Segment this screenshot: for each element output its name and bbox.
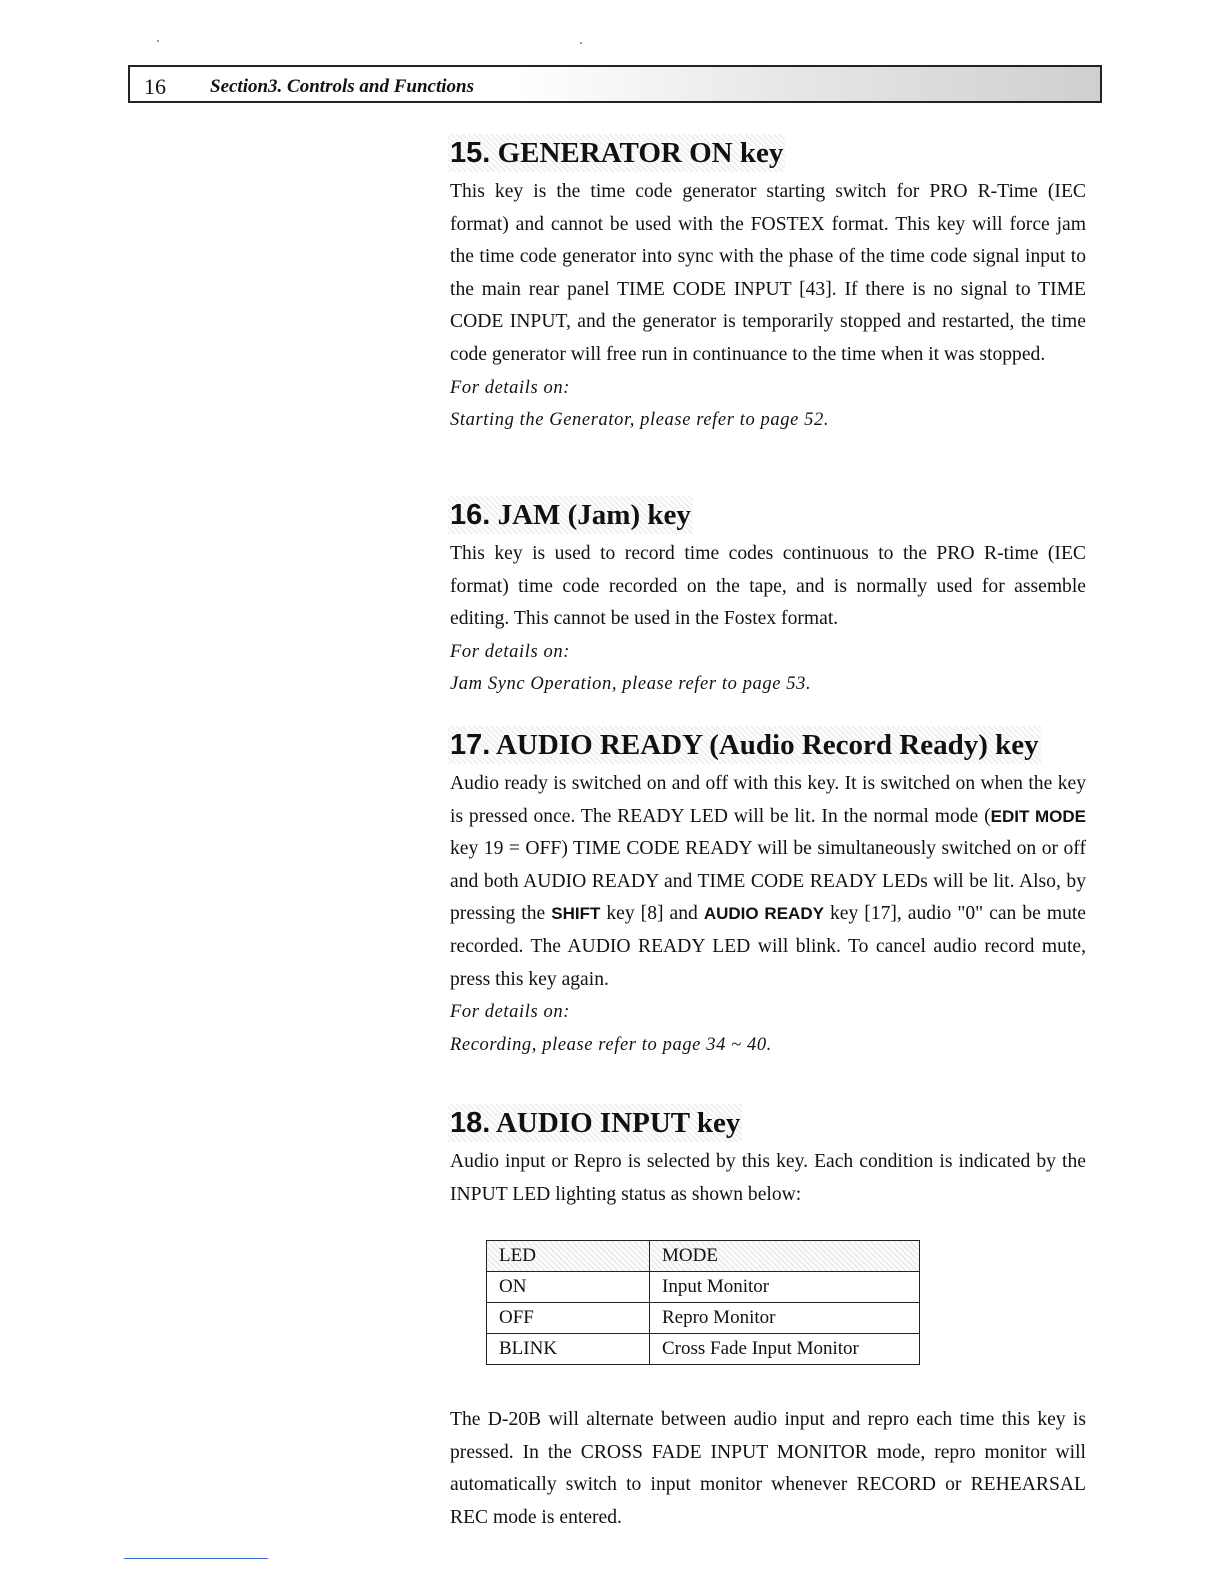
section-heading-text: AUDIO INPUT key bbox=[495, 1107, 741, 1139]
section-number: 15. bbox=[450, 137, 491, 169]
section-heading-text: GENERATOR ON key bbox=[497, 137, 784, 169]
table-cell-led: BLINK bbox=[487, 1334, 650, 1365]
section-heading bbox=[448, 496, 693, 534]
table-cell-led: OFF bbox=[487, 1303, 650, 1334]
section-17 bbox=[450, 726, 1086, 1061]
section-heading bbox=[448, 726, 1041, 764]
page-header bbox=[128, 65, 1102, 103]
section-heading bbox=[448, 1104, 742, 1142]
section-number: 17. bbox=[450, 729, 491, 761]
shift-key-label: SHIFT bbox=[551, 904, 601, 924]
section-heading bbox=[448, 134, 785, 172]
section-body: Audio input or Repro is selected by this key. Each condition is indicated by the INPUT LED lighting status as shown below: bbox=[450, 1151, 1086, 1205]
table-cell-led: ON bbox=[487, 1272, 650, 1303]
body-text-part: key 19 = OFF) TIME CODE READY will be simultaneously switched on or off and both AUDIO READY and TIME CODE READY LEDs will be lit. Also, by pressing the bbox=[450, 838, 1086, 925]
details-label: For details on: bbox=[450, 641, 570, 662]
page-number: 16 bbox=[144, 74, 166, 99]
section-15 bbox=[450, 134, 1086, 437]
section-heading-text: AUDIO READY (Audio Record Ready) key bbox=[495, 729, 1039, 761]
section-heading-text: JAM (Jam) key bbox=[497, 499, 691, 531]
scan-speck bbox=[157, 40, 159, 42]
edit-mode-key-label: EDIT MODE bbox=[990, 806, 1086, 826]
table-row bbox=[487, 1272, 920, 1303]
details-label: For details on: bbox=[450, 377, 570, 398]
table-header-row bbox=[487, 1241, 920, 1272]
audio-ready-key-label: AUDIO READY bbox=[703, 904, 824, 924]
table-header-mode: MODE bbox=[650, 1241, 920, 1272]
section-body bbox=[450, 768, 1086, 996]
details-reference: Starting the Generator, please refer to page 52. bbox=[450, 410, 830, 431]
body-text-part: key [17], audio "0" can be mute recorded. The AUDIO READY LED will blink. To cancel audio record mute, press this key again. bbox=[450, 903, 1087, 990]
details-reference: Jam Sync Operation, please refer to page 53. bbox=[450, 674, 812, 695]
section-18 bbox=[450, 1104, 1086, 1359]
details-reference: Recording, please refer to page 34 ~ 40. bbox=[450, 1034, 772, 1055]
section-title: Section3. Controls and Functions bbox=[210, 76, 474, 97]
section-body: This key is used to record time codes continuous to the PRO R-time (IEC format) time code recorded on the tape, and is normally used for assemble editing. This cannot be used in the Fostex format. bbox=[450, 543, 1086, 630]
table-row bbox=[487, 1334, 920, 1365]
table-cell-mode: Input Monitor bbox=[650, 1272, 920, 1303]
section-16 bbox=[450, 496, 1086, 701]
led-mode-table bbox=[486, 1240, 920, 1365]
table-cell-mode: Repro Monitor bbox=[650, 1303, 920, 1334]
closing-paragraph: The D-20B will alternate between audio input and repro each time this key is pressed. In the CROSS FADE INPUT MONITOR mode, repro monitor will automatically switch to input monitor whenever RECORD or REHEARSAL REC mode is entered. bbox=[450, 1409, 1086, 1528]
scan-speck bbox=[580, 42, 582, 44]
table-row bbox=[487, 1303, 920, 1334]
details-label: For details on: bbox=[450, 1002, 570, 1023]
table-cell-mode: Cross Fade Input Monitor bbox=[650, 1334, 920, 1365]
section-number: 18. bbox=[450, 1107, 491, 1139]
table-header-led: LED bbox=[487, 1241, 650, 1272]
body-text-part: Audio ready is switched on and off with this key. It is switched on when the key is pressed once. The READY LED will be lit. In the normal mode ( bbox=[450, 773, 1086, 827]
section-body: This key is the time code generator starting switch for PRO R-Time (IEC format) and cannot be used with the FOSTEX format. This key will force jam the time code generator into sync with the phase of the time code signal input to the main rear panel TIME CODE INPUT [43]. If there is no signal to TIME CODE INPUT, and the generator is temporarily stopped and restarted, the time code generator will free run in continuance to the time when it was stopped. bbox=[450, 181, 1086, 365]
section-number: 16. bbox=[450, 499, 491, 531]
body-text-part: key [8] and bbox=[600, 903, 704, 925]
footer-rule bbox=[124, 1558, 268, 1559]
